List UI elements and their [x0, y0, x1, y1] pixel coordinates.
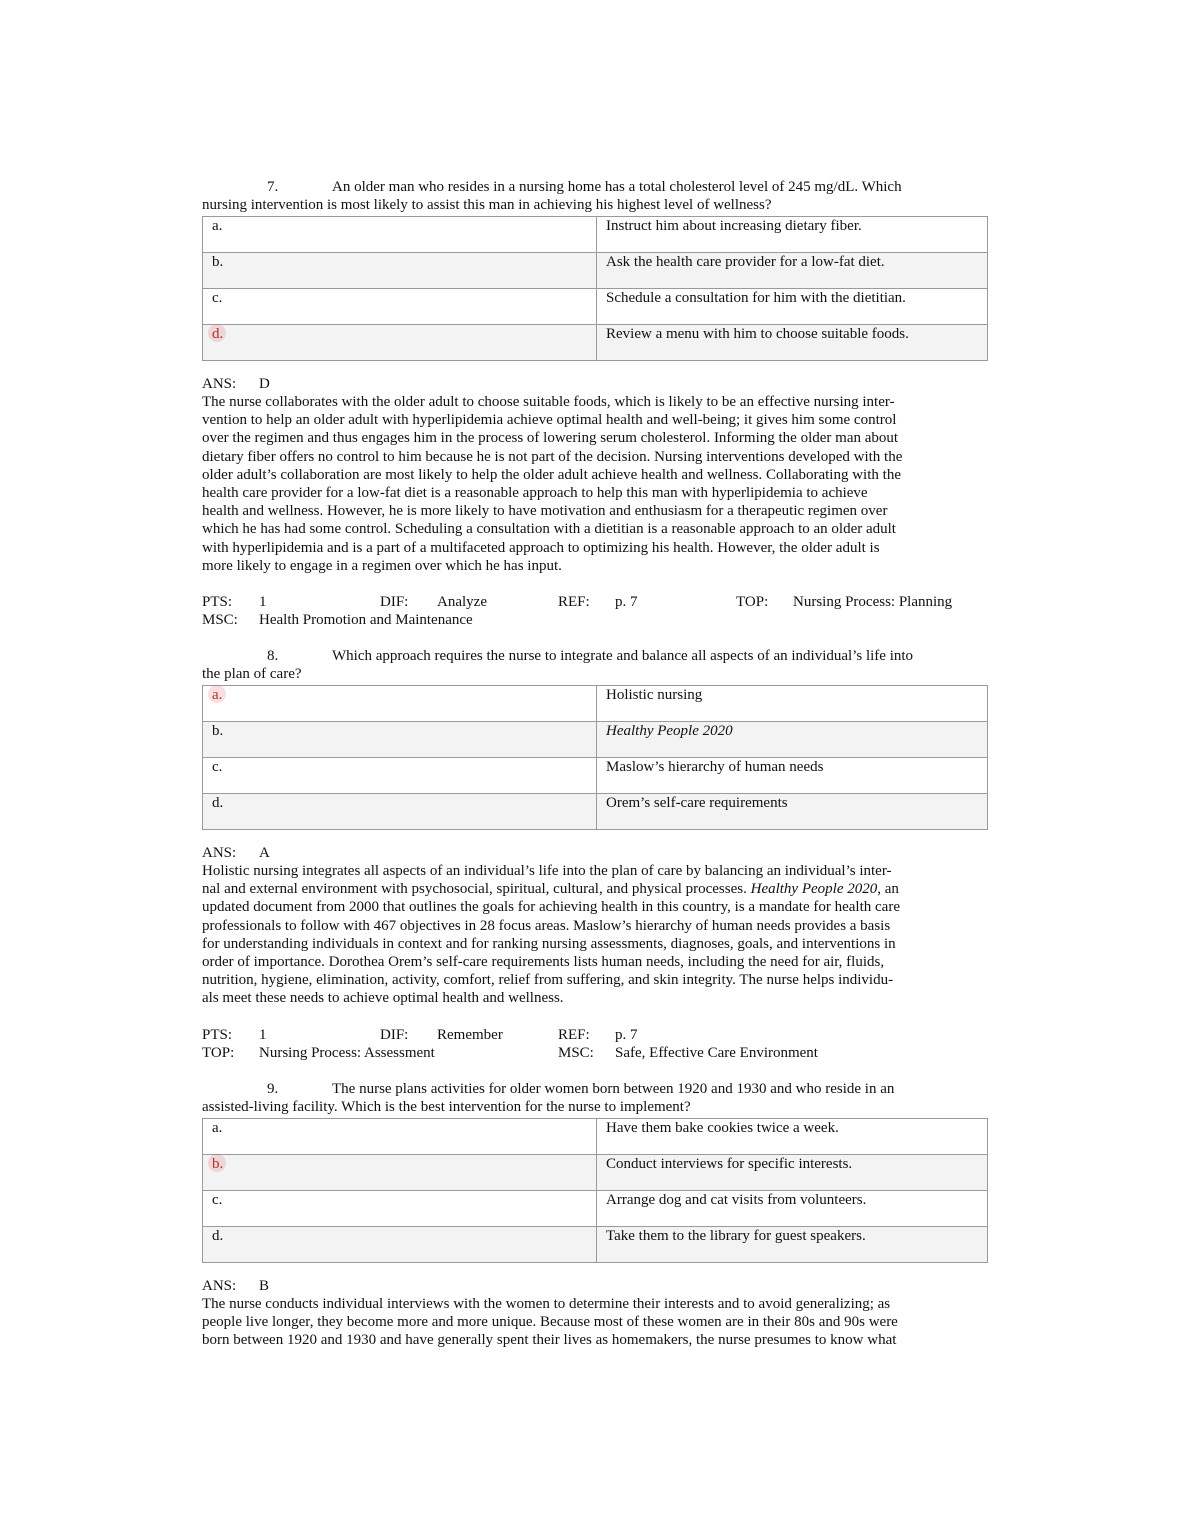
option-letter: c.: [203, 758, 597, 794]
rationale-line: for understanding individuals in context and for ranking nursing assessments, diagnoses, goals, and interventions in: [202, 935, 896, 952]
question-metadata: [202, 1026, 988, 1062]
answer-value: A: [259, 845, 270, 862]
option-letter: a.: [203, 217, 597, 253]
msc-label: MSC:: [558, 1044, 594, 1061]
option-text-italic: Healthy People 2020: [606, 723, 733, 740]
question-number: 8.: [267, 648, 279, 665]
rationale-text: , an: [877, 881, 899, 898]
option-text: Instruct him about increasing dietary fiber.: [597, 217, 988, 253]
question-text-line: An older man who resides in a nursing home has a total cholesterol level of 245 mg/dL. Which: [332, 179, 902, 195]
answer-value: D: [259, 376, 270, 392]
top-value: Nursing Process: Planning: [793, 594, 953, 611]
option-text: Take them to the library for guest speakers.: [597, 1226, 988, 1262]
option-row[interactable]: [203, 289, 988, 325]
rationale: [202, 862, 988, 1008]
ref-label: REF:: [558, 1026, 590, 1043]
document-page: [202, 178, 988, 1349]
answer-line: [202, 1277, 988, 1295]
answer-label: ANS:: [202, 376, 237, 392]
ref-label: REF:: [558, 594, 590, 611]
rationale-line: [202, 880, 988, 898]
option-row[interactable]: [203, 253, 988, 289]
top-value: Nursing Process: Assessment: [259, 1044, 435, 1061]
rationale-line: with hyperlipidemia and is a part of a multifaceted approach to optimizing his health. However, the older adult is: [202, 539, 880, 556]
msc-label: MSC:: [202, 612, 238, 629]
question-8: [202, 647, 988, 1062]
rationale-line: older adult’s collaboration are most likely to help the older adult achieve health and wellness. Collaborating with the: [202, 466, 901, 483]
top-label: TOP:: [202, 1044, 235, 1061]
question-stem: [202, 647, 988, 683]
option-text: Arrange dog and cat visits from volunteers.: [597, 1190, 988, 1226]
rationale-line: als meet these needs to achieve optimal health and wellness.: [202, 990, 564, 1007]
question-text-line: The nurse plans activities for older women born between 1920 and 1930 and who reside in an: [332, 1080, 895, 1097]
msc-value: Safe, Effective Care Environment: [615, 1044, 818, 1061]
question-number: 7.: [267, 179, 279, 195]
option-text: Orem’s self-care requirements: [597, 794, 988, 830]
option-letter: c.: [203, 289, 597, 325]
answer-line: [202, 375, 988, 393]
question-7: [202, 178, 988, 629]
ref-value: p. 7: [615, 1026, 638, 1043]
option-letter: d.: [203, 794, 597, 830]
option-row[interactable]: [203, 686, 988, 722]
correct-answer-highlight: a.: [212, 687, 223, 704]
option-row[interactable]: [203, 1154, 988, 1190]
rationale-line: dietary fiber offers no control to him because he is not part of the decision. Nursing interventions developed with the: [202, 448, 903, 465]
option-letter: a.: [203, 1118, 597, 1154]
rationale-italic: Healthy People 2020: [750, 881, 878, 898]
option-text: Holistic nursing: [597, 686, 988, 722]
options-table: [202, 685, 988, 830]
answer-label: ANS:: [202, 845, 237, 862]
question-stem: [202, 1080, 988, 1116]
rationale-line: which he has had some control. Scheduling a consultation with a dietitian is a reasonable approach to an older adult: [202, 521, 896, 538]
rationale-line: more likely to engage in a regimen over which he has input.: [202, 557, 562, 574]
option-row[interactable]: [203, 1190, 988, 1226]
correct-answer-highlight: d.: [212, 326, 224, 342]
option-row[interactable]: [203, 722, 988, 758]
option-text: [597, 722, 988, 758]
rationale-line: people live longer, they become more and more unique. Because most of these women are in their 80s and 90s were: [202, 1313, 898, 1330]
option-text: Schedule a consultation for him with the dietitian.: [597, 289, 988, 325]
options-table: [202, 216, 988, 361]
dif-value: Analyze: [437, 594, 487, 611]
option-letter-cell: [203, 325, 597, 361]
question-9: [202, 1080, 988, 1350]
rationale-line: Holistic nursing integrates all aspects of an individual’s life into the plan of care by balancing an individual’s inter-: [202, 863, 892, 880]
rationale-line: professionals to follow with 467 objectives in 28 focus areas. Maslow’s hierarchy of human needs provides a basis: [202, 917, 891, 934]
question-text-line: assisted-living facility. Which is the best intervention for the nurse to implement?: [202, 1098, 691, 1115]
option-text: Conduct interviews for specific interests.: [597, 1154, 988, 1190]
option-row[interactable]: [203, 1118, 988, 1154]
rationale-line: over the regimen and thus engages him in the process of lowering serum cholesterol. Informing the older man about: [202, 430, 899, 447]
rationale-line: order of importance. Dorothea Orem’s self-care requirements lists human needs, including the need for air, fluids,: [202, 954, 885, 971]
rationale-line: health care provider for a low-fat diet is a reasonable approach to help this man with hyperlipidemia to achieve: [202, 485, 868, 502]
rationale-line: nutrition, hygiene, elimination, activity, comfort, relief from suffering, and skin integrity. The nurse helps individu-: [202, 972, 894, 989]
options-table: [202, 1118, 988, 1263]
dif-label: DIF:: [380, 594, 409, 611]
rationale-line: The nurse conducts individual interviews with the women to determine their interests and to avoid generalizing; as: [202, 1295, 891, 1312]
option-row[interactable]: [203, 794, 988, 830]
top-label: TOP:: [736, 594, 769, 611]
option-row[interactable]: [203, 217, 988, 253]
dif-label: DIF:: [380, 1026, 409, 1043]
question-text-line: Which approach requires the nurse to integrate and balance all aspects of an individual’s life into: [332, 648, 914, 665]
pts-value: 1: [259, 594, 267, 611]
msc-value: Health Promotion and Maintenance: [259, 612, 473, 629]
question-stem: [202, 178, 988, 214]
option-row[interactable]: [203, 1226, 988, 1262]
option-letter: c.: [203, 1190, 597, 1226]
question-number: 9.: [267, 1080, 279, 1097]
option-letter-cell: [203, 1154, 597, 1190]
option-letter: d.: [203, 1226, 597, 1262]
pts-label: PTS:: [202, 594, 233, 611]
rationale-line: health and wellness. However, he is more likely to have motivation and enthusiasm for a therapeutic regimen over: [202, 503, 888, 520]
correct-answer-highlight: b.: [212, 1155, 224, 1172]
dif-value: Remember: [437, 1026, 503, 1043]
option-text: Maslow’s hierarchy of human needs: [597, 758, 988, 794]
rationale: [202, 393, 988, 575]
rationale-text: nal and external environment with psychosocial, spiritual, cultural, and physical processes.: [202, 881, 751, 898]
question-text-line: the plan of care?: [202, 666, 302, 683]
rationale-line: updated document from 2000 that outlines the goals for achieving health in this country, is a mandate for health care: [202, 899, 900, 916]
answer-line: [202, 844, 988, 862]
answer-label: ANS:: [202, 1277, 237, 1294]
question-metadata: [202, 593, 988, 629]
ref-value: p. 7: [615, 594, 638, 611]
question-text-line: nursing intervention is most likely to assist this man in achieving his highest level of wellness?: [202, 197, 772, 213]
option-row[interactable]: [203, 325, 988, 361]
pts-label: PTS:: [202, 1026, 233, 1043]
answer-value: B: [259, 1277, 270, 1294]
rationale-line: born between 1920 and 1930 and have generally spent their lives as homemakers, the nurse presumes to know what: [202, 1332, 897, 1349]
rationale: [202, 1295, 988, 1350]
option-letter: b.: [203, 253, 597, 289]
option-text: Review a menu with him to choose suitable foods.: [597, 325, 988, 361]
option-letter: b.: [203, 722, 597, 758]
option-letter-cell: [203, 686, 597, 722]
option-row[interactable]: [203, 758, 988, 794]
rationale-line: The nurse collaborates with the older adult to choose suitable foods, which is likely to be an effective nursing inter-: [202, 394, 895, 410]
option-text: Ask the health care provider for a low-fat diet.: [597, 253, 988, 289]
option-text: Have them bake cookies twice a week.: [597, 1118, 988, 1154]
pts-value: 1: [259, 1026, 267, 1043]
rationale-line: vention to help an older adult with hyperlipidemia achieve optimal health and well-being; it gives him some control: [202, 412, 897, 429]
